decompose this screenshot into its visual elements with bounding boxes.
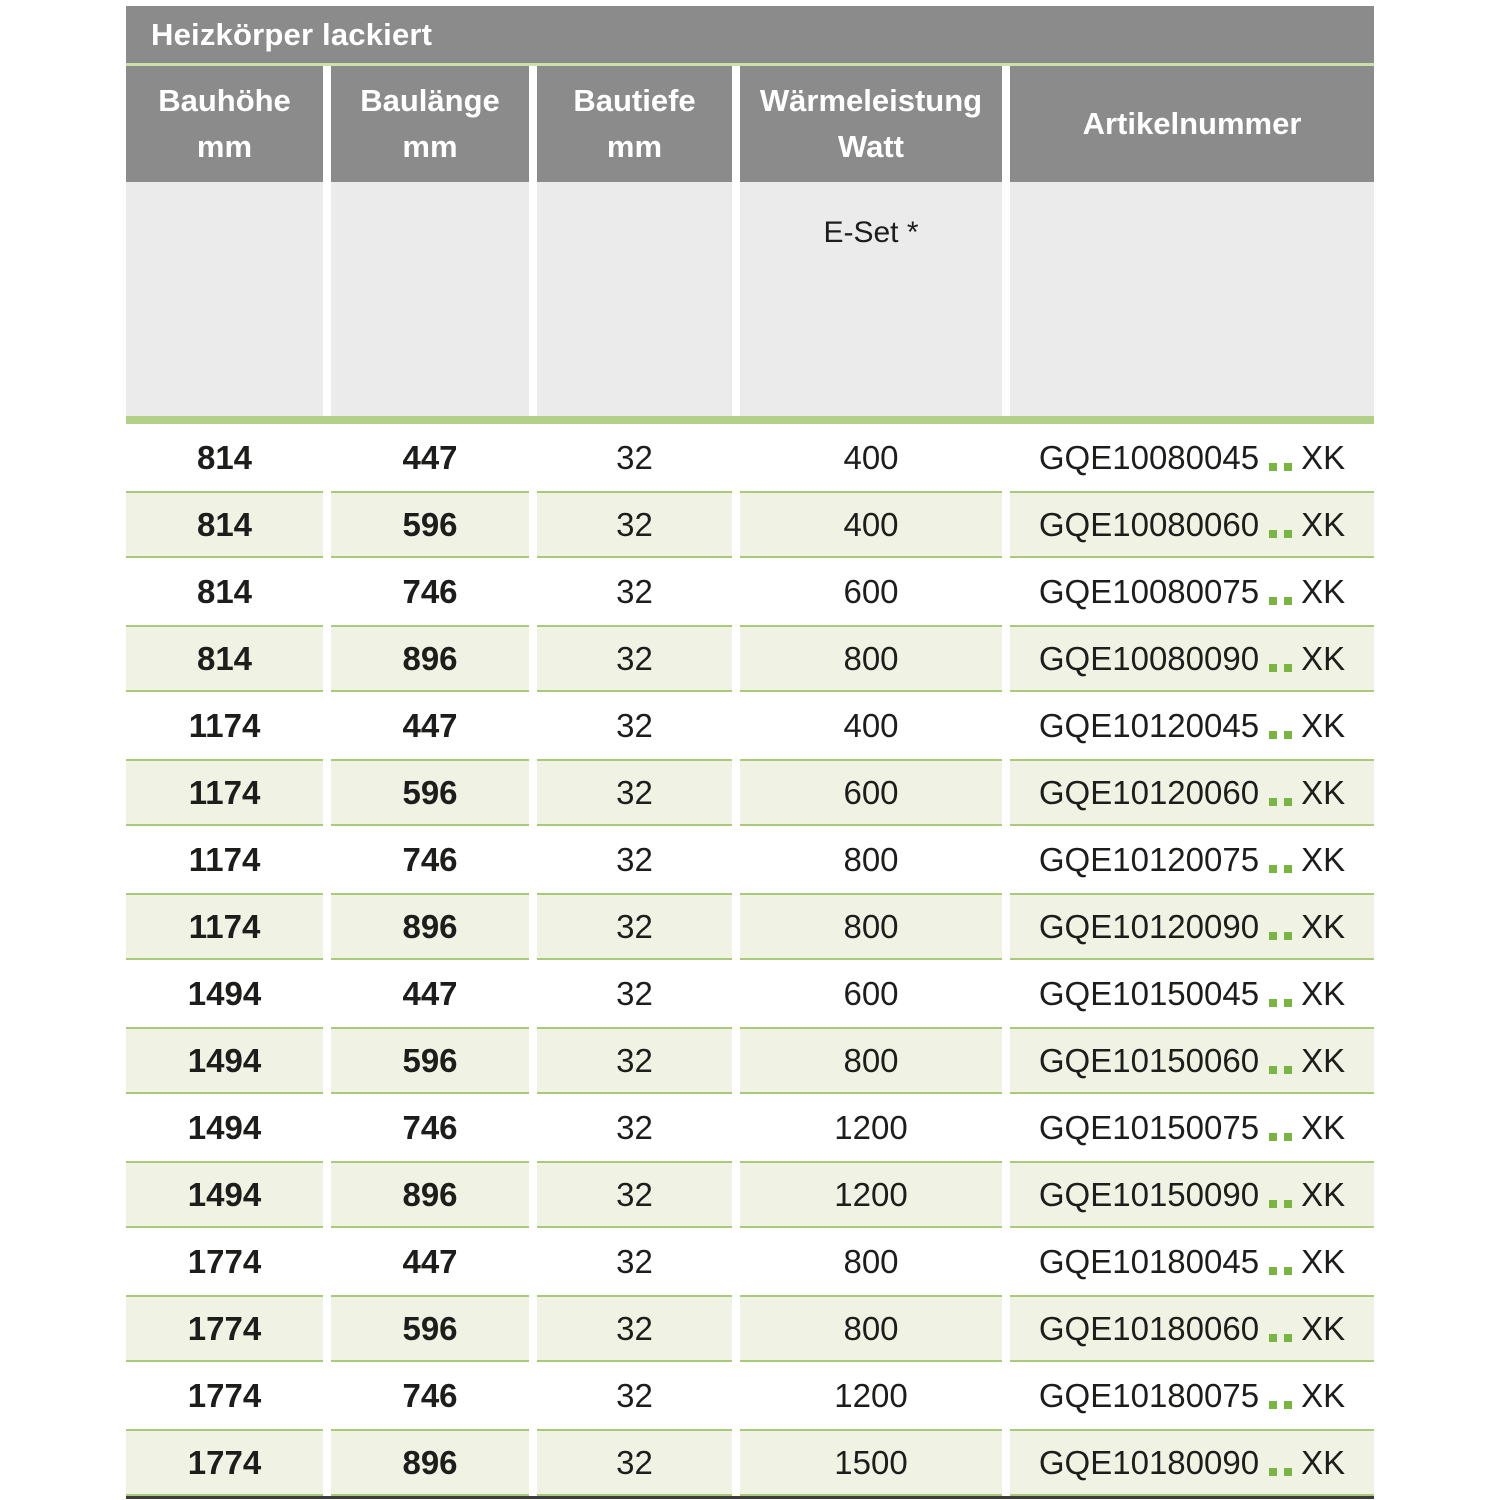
color-code-dots (1269, 1450, 1292, 1476)
cell-wattage: 800 (740, 826, 1002, 893)
cell-bautiefe: 32 (537, 1161, 732, 1228)
cell-wattage: 1500 (740, 1429, 1002, 1496)
color-code-dots (1269, 1048, 1292, 1074)
column-label: Wärmeleistung (759, 82, 983, 118)
subheader-cell-bauhoehe (126, 182, 323, 416)
cell-bauhoehe: 1494 (126, 1027, 323, 1094)
cell-artikelnummer (1010, 1027, 1374, 1094)
green-dot-icon (1284, 932, 1292, 940)
cell-bauhoehe: 1774 (126, 1429, 323, 1496)
cell-bauhoehe: 814 (126, 424, 323, 491)
green-dot-icon (1269, 932, 1277, 940)
cell-wattage: 400 (740, 491, 1002, 558)
column-header-baulaenge (331, 66, 529, 182)
cell-wattage: 800 (740, 1228, 1002, 1295)
cell-baulaenge: 447 (331, 1228, 529, 1295)
cell-artikelnummer (1010, 424, 1374, 491)
article-prefix: GQE10180075 (1038, 1376, 1260, 1414)
cell-bautiefe: 32 (537, 1228, 732, 1295)
article-suffix: XK (1301, 1376, 1346, 1414)
cell-wattage: 400 (740, 424, 1002, 491)
cell-bautiefe: 32 (537, 1094, 732, 1161)
cell-bauhoehe: 1174 (126, 893, 323, 960)
cell-bauhoehe: 814 (126, 625, 323, 692)
cell-wattage: 800 (740, 1295, 1002, 1362)
cell-baulaenge: 447 (331, 692, 529, 759)
table-row (126, 558, 1374, 625)
cell-artikelnummer (1010, 692, 1374, 759)
cell-bautiefe: 32 (537, 1429, 732, 1496)
cell-bauhoehe: 1774 (126, 1228, 323, 1295)
cell-artikelnummer (1010, 759, 1374, 826)
table-row (126, 960, 1374, 1027)
eset-label: E-Set * (823, 216, 919, 249)
cell-baulaenge: 746 (331, 558, 529, 625)
cell-baulaenge: 746 (331, 826, 529, 893)
green-dot-icon (1269, 1200, 1277, 1208)
green-dot-icon (1269, 1468, 1277, 1476)
subheader-row (126, 182, 1374, 416)
article-suffix: XK (1301, 505, 1346, 543)
article-prefix: GQE10080060 (1038, 505, 1260, 543)
cell-baulaenge: 447 (331, 960, 529, 1027)
cell-baulaenge: 896 (331, 1429, 529, 1496)
cell-artikelnummer (1010, 1295, 1374, 1362)
table-bottom-line (126, 1496, 1374, 1499)
green-dot-icon (1284, 798, 1292, 806)
cell-baulaenge: 896 (331, 1161, 529, 1228)
column-label: Bauhöhe (158, 82, 291, 118)
table-row (126, 424, 1374, 491)
color-code-dots (1269, 512, 1292, 538)
cell-bautiefe: 32 (537, 558, 732, 625)
column-header-row (126, 66, 1374, 182)
green-dot-icon (1269, 1133, 1277, 1141)
cell-bauhoehe: 1774 (126, 1362, 323, 1429)
column-unit: Watt (838, 129, 904, 164)
table-row (126, 1228, 1374, 1295)
cell-bautiefe: 32 (537, 1362, 732, 1429)
green-dot-icon (1284, 865, 1292, 873)
color-code-dots (1269, 1182, 1292, 1208)
color-code-dots (1269, 1115, 1292, 1141)
cell-bauhoehe: 814 (126, 558, 323, 625)
color-code-dots (1269, 847, 1292, 873)
cell-artikelnummer (1010, 1429, 1374, 1496)
cell-bauhoehe: 1174 (126, 692, 323, 759)
article-suffix: XK (1301, 907, 1346, 945)
cell-baulaenge: 596 (331, 1295, 529, 1362)
table-row (126, 1429, 1374, 1496)
cell-artikelnummer (1010, 1362, 1374, 1429)
article-prefix: GQE10150090 (1038, 1175, 1260, 1213)
color-code-dots (1269, 646, 1292, 672)
article-prefix: GQE10080045 (1038, 438, 1260, 476)
green-dot-icon (1284, 731, 1292, 739)
green-dot-icon (1269, 1267, 1277, 1275)
green-dot-icon (1284, 1267, 1292, 1275)
article-suffix: XK (1301, 1041, 1346, 1079)
column-label: Artikelnummer (1082, 105, 1302, 141)
article-prefix: GQE10180090 (1038, 1443, 1260, 1481)
table-row (126, 1094, 1374, 1161)
green-dot-icon (1284, 1468, 1292, 1476)
table-row (126, 826, 1374, 893)
color-code-dots (1269, 1249, 1292, 1275)
article-prefix: GQE10080075 (1038, 572, 1260, 610)
green-dot-icon (1284, 463, 1292, 471)
green-dot-icon (1284, 999, 1292, 1007)
cell-artikelnummer (1010, 491, 1374, 558)
cell-wattage: 600 (740, 558, 1002, 625)
column-label: Baulänge (360, 82, 500, 118)
green-dot-icon (1269, 731, 1277, 739)
article-prefix: GQE10120045 (1038, 706, 1260, 744)
color-code-dots (1269, 981, 1292, 1007)
column-header-waermeleistung (740, 66, 1002, 182)
table-title: Heizkörper lackiert (151, 16, 433, 52)
color-code-dots (1269, 780, 1292, 806)
cell-artikelnummer (1010, 625, 1374, 692)
cell-bautiefe: 32 (537, 491, 732, 558)
table-row (126, 491, 1374, 558)
cell-wattage: 600 (740, 759, 1002, 826)
cell-bauhoehe: 814 (126, 491, 323, 558)
cell-baulaenge: 896 (331, 625, 529, 692)
cell-bauhoehe: 1174 (126, 826, 323, 893)
green-dot-icon (1284, 1133, 1292, 1141)
table-row (126, 893, 1374, 960)
article-suffix: XK (1301, 1108, 1346, 1146)
green-dot-icon (1284, 664, 1292, 672)
color-code-dots (1269, 579, 1292, 605)
table-title-bar (126, 6, 1374, 63)
article-prefix: GQE10180045 (1038, 1242, 1260, 1280)
green-dot-icon (1269, 798, 1277, 806)
column-unit: mm (402, 129, 458, 164)
cell-baulaenge: 596 (331, 759, 529, 826)
green-dot-icon (1284, 1066, 1292, 1074)
article-suffix: XK (1301, 1443, 1346, 1481)
green-separator-bar (126, 416, 1374, 424)
article-suffix: XK (1301, 706, 1346, 744)
green-dot-icon (1269, 463, 1277, 471)
cell-artikelnummer (1010, 1094, 1374, 1161)
subheader-cell-artikelnummer (1010, 182, 1374, 416)
article-suffix: XK (1301, 773, 1346, 811)
table-row (126, 1161, 1374, 1228)
cell-bautiefe: 32 (537, 759, 732, 826)
cell-baulaenge: 746 (331, 1094, 529, 1161)
cell-artikelnummer (1010, 1228, 1374, 1295)
cell-artikelnummer (1010, 893, 1374, 960)
green-dot-icon (1269, 1066, 1277, 1074)
color-code-dots (1269, 1383, 1292, 1409)
cell-bautiefe: 32 (537, 424, 732, 491)
cell-bautiefe: 32 (537, 1027, 732, 1094)
column-header-bautiefe (537, 66, 732, 182)
column-label: Bautiefe (573, 82, 696, 118)
column-unit: mm (606, 129, 663, 164)
color-code-dots (1269, 713, 1292, 739)
cell-wattage: 1200 (740, 1161, 1002, 1228)
subheader-cell-baulaenge (331, 182, 529, 416)
table-row (126, 1295, 1374, 1362)
article-prefix: GQE10180060 (1038, 1309, 1260, 1347)
cell-bautiefe: 32 (537, 826, 732, 893)
green-dot-icon (1269, 1401, 1277, 1409)
green-dot-icon (1269, 999, 1277, 1007)
color-code-dots (1269, 914, 1292, 940)
green-dot-icon (1284, 530, 1292, 538)
cell-artikelnummer (1010, 960, 1374, 1027)
cell-wattage: 600 (740, 960, 1002, 1027)
column-header-bauhoehe (126, 66, 323, 182)
column-unit: mm (196, 129, 253, 164)
cell-bauhoehe: 1774 (126, 1295, 323, 1362)
subheader-cell-bautiefe (537, 182, 732, 416)
article-suffix: XK (1301, 572, 1346, 610)
article-suffix: XK (1301, 438, 1346, 476)
cell-baulaenge: 447 (331, 424, 529, 491)
green-dot-icon (1269, 597, 1277, 605)
cell-artikelnummer (1010, 826, 1374, 893)
article-prefix: GQE10120075 (1038, 840, 1260, 878)
column-header-artikelnummer (1010, 66, 1374, 182)
cell-baulaenge: 896 (331, 893, 529, 960)
table-row (126, 759, 1374, 826)
cell-bautiefe: 32 (537, 625, 732, 692)
article-suffix: XK (1301, 840, 1346, 878)
product-table (126, 6, 1374, 1499)
green-dot-icon (1284, 1200, 1292, 1208)
cell-bautiefe: 32 (537, 692, 732, 759)
cell-bauhoehe: 1494 (126, 1094, 323, 1161)
cell-bauhoehe: 1174 (126, 759, 323, 826)
color-code-dots (1269, 445, 1292, 471)
cell-bautiefe: 32 (537, 893, 732, 960)
green-dot-icon (1269, 530, 1277, 538)
article-suffix: XK (1301, 1175, 1346, 1213)
cell-wattage: 800 (740, 625, 1002, 692)
cell-bautiefe: 32 (537, 1295, 732, 1362)
cell-bautiefe: 32 (537, 960, 732, 1027)
article-prefix: GQE10150075 (1038, 1108, 1260, 1146)
green-dot-icon (1269, 664, 1277, 672)
cell-artikelnummer (1010, 1161, 1374, 1228)
table-row (126, 625, 1374, 692)
cell-baulaenge: 596 (331, 1027, 529, 1094)
table-body (126, 424, 1374, 1496)
green-dot-icon (1284, 1401, 1292, 1409)
cell-wattage: 400 (740, 692, 1002, 759)
green-dot-icon (1284, 597, 1292, 605)
color-code-dots (1269, 1316, 1292, 1342)
cell-baulaenge: 596 (331, 491, 529, 558)
cell-bauhoehe: 1494 (126, 1161, 323, 1228)
article-prefix: GQE10150045 (1038, 974, 1260, 1012)
cell-baulaenge: 746 (331, 1362, 529, 1429)
article-prefix: GQE10120090 (1038, 907, 1260, 945)
cell-bauhoehe: 1494 (126, 960, 323, 1027)
article-suffix: XK (1301, 639, 1346, 677)
green-dot-icon (1269, 865, 1277, 873)
article-suffix: XK (1301, 974, 1346, 1012)
table-row (126, 692, 1374, 759)
green-dot-icon (1284, 1334, 1292, 1342)
subheader-cell-eset (740, 182, 1002, 416)
cell-wattage: 1200 (740, 1362, 1002, 1429)
cell-wattage: 1200 (740, 1094, 1002, 1161)
article-prefix: GQE10150060 (1038, 1041, 1260, 1079)
article-prefix: GQE10080090 (1038, 639, 1260, 677)
table-row (126, 1027, 1374, 1094)
table-row (126, 1362, 1374, 1429)
article-prefix: GQE10120060 (1038, 773, 1260, 811)
article-suffix: XK (1301, 1309, 1346, 1347)
green-dot-icon (1269, 1334, 1277, 1342)
cell-wattage: 800 (740, 1027, 1002, 1094)
cell-wattage: 800 (740, 893, 1002, 960)
cell-artikelnummer (1010, 558, 1374, 625)
article-suffix: XK (1301, 1242, 1346, 1280)
